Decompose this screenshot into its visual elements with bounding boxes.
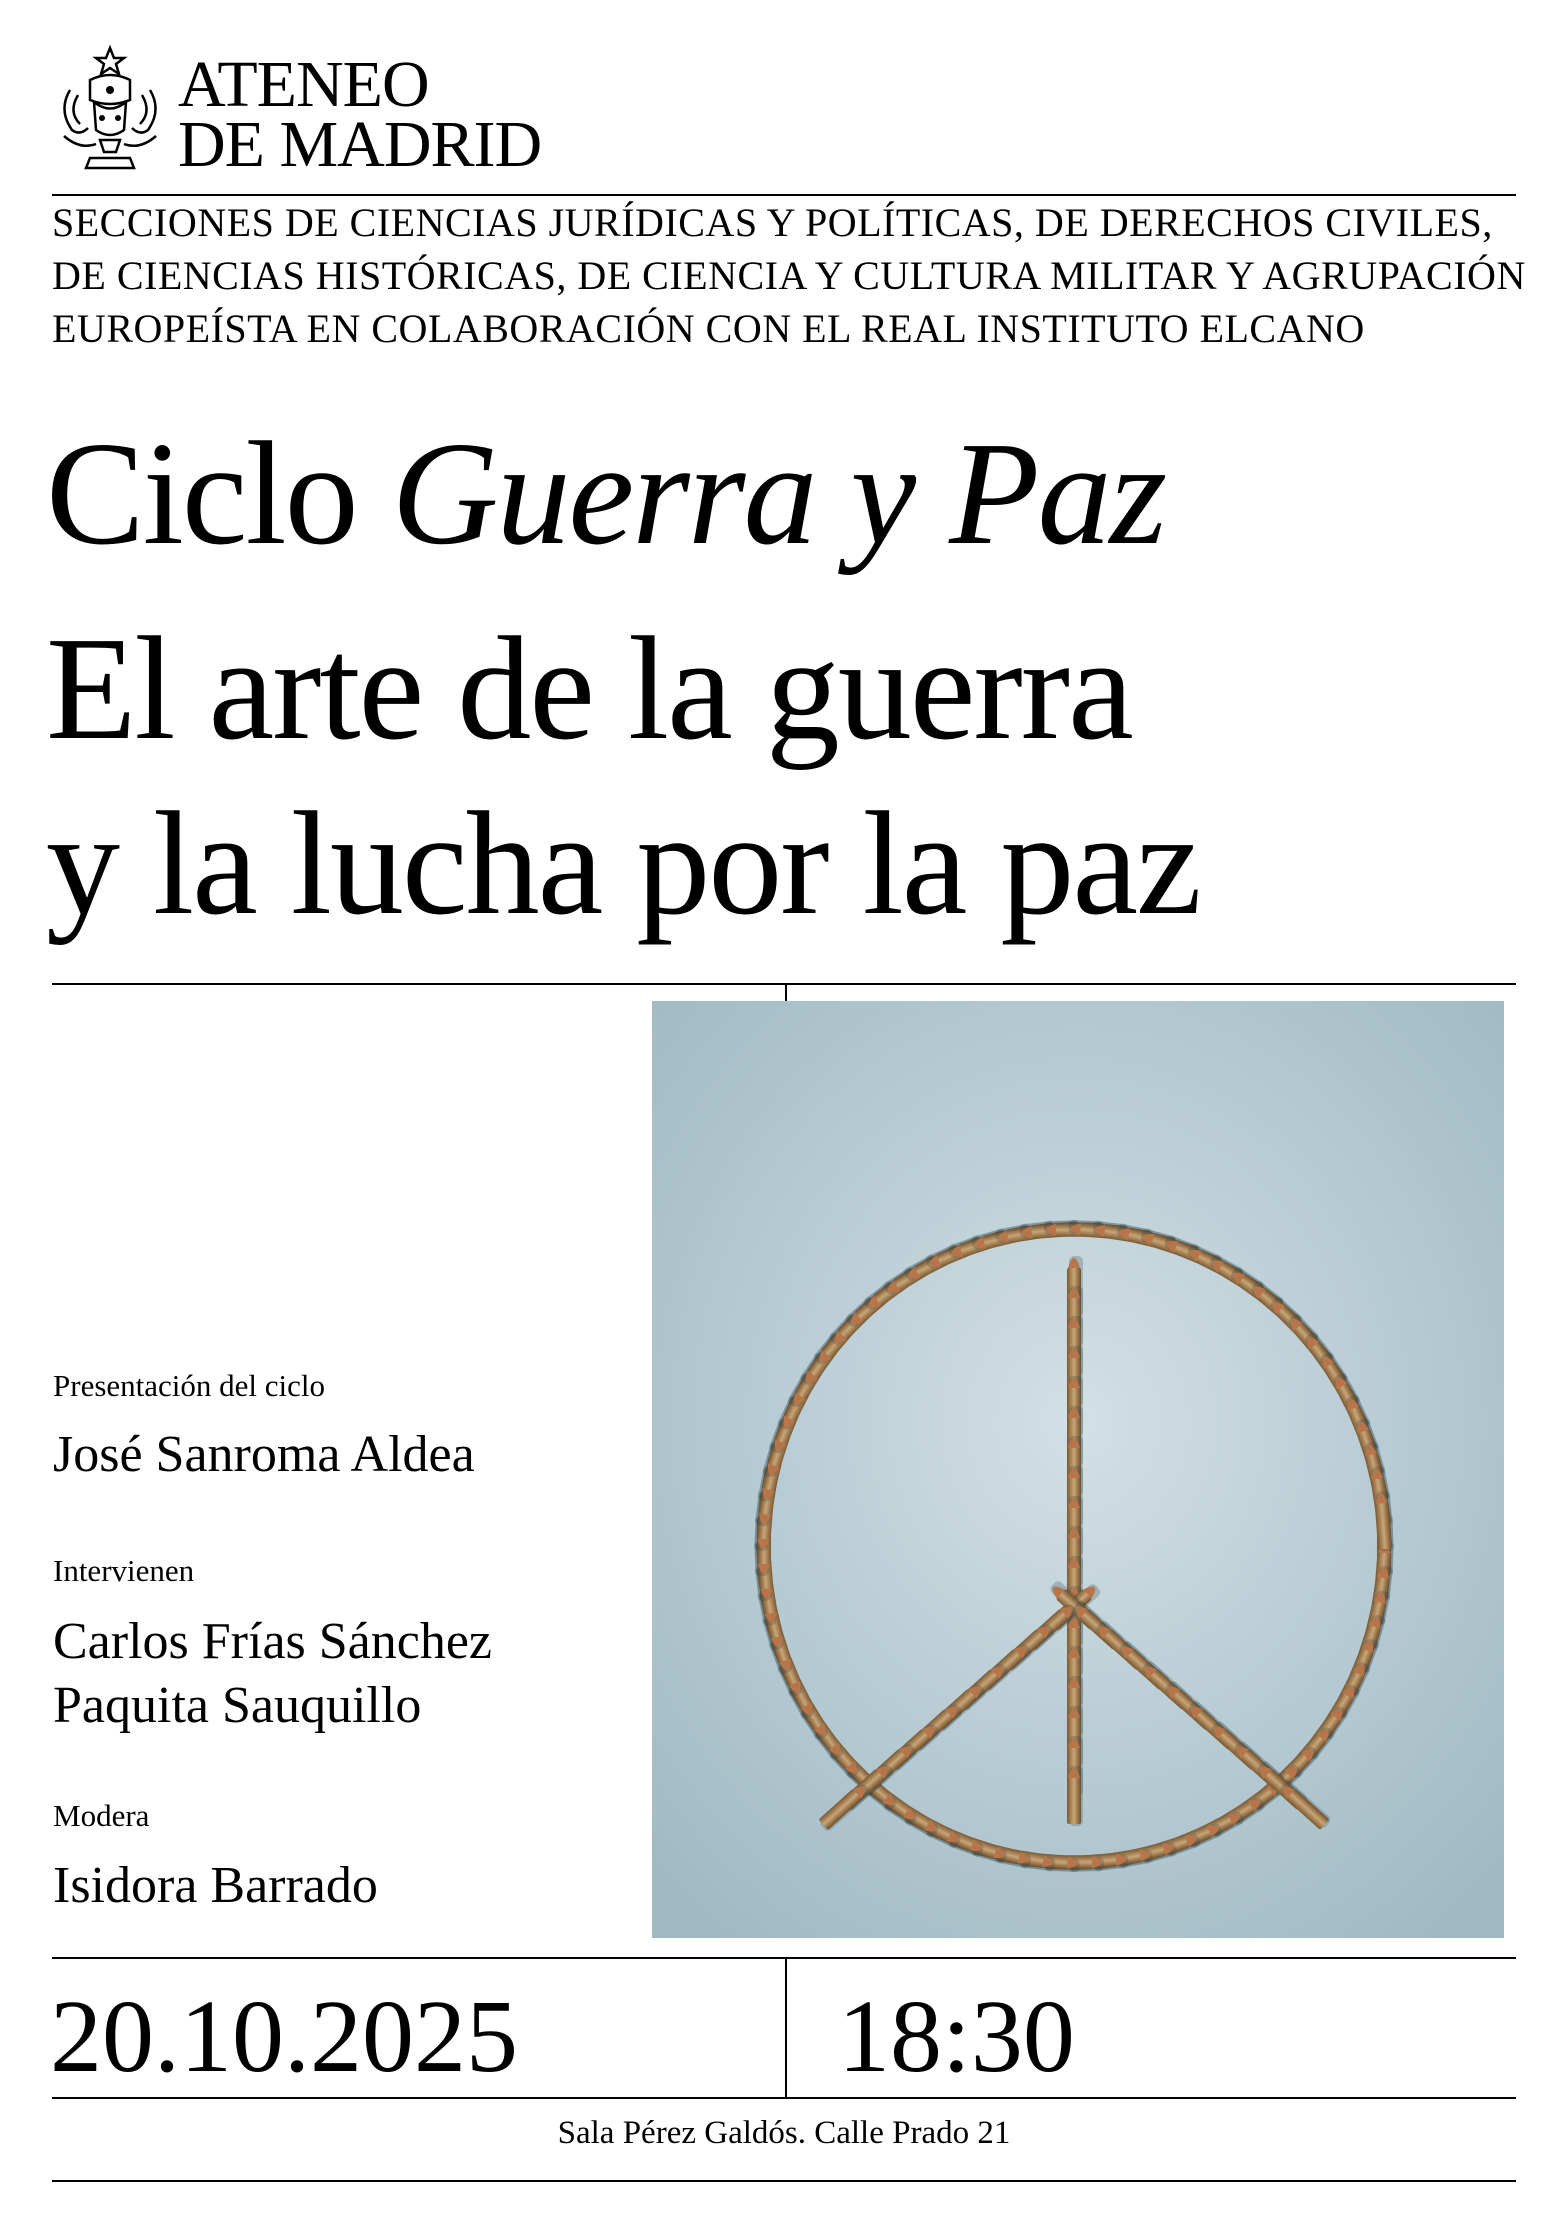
cycle-title bbox=[46, 412, 1166, 576]
peace-symbol-image bbox=[652, 1001, 1504, 1938]
moderator-label: Modera bbox=[53, 1798, 150, 1833]
speakers-label: Intervienen bbox=[53, 1553, 195, 1588]
brand-name-line1: ATENEO bbox=[178, 48, 429, 121]
event-title-line2: y la lucha por la paz bbox=[46, 782, 1200, 946]
bullet bbox=[1067, 1766, 1083, 1826]
venue-address: Sala Pérez Galdós. Calle Prado 21 bbox=[557, 2115, 1011, 2151]
title-divider bbox=[52, 983, 1516, 985]
ateneo-crest-icon bbox=[50, 40, 170, 175]
event-date: 20.10.2025 bbox=[50, 1979, 518, 2094]
date-top-divider bbox=[52, 1957, 1516, 1959]
presenter-name: José Sanroma Aldea bbox=[53, 1426, 475, 1483]
moderator-name: Isidora Barrado bbox=[53, 1857, 378, 1914]
date-time-separator bbox=[785, 1957, 787, 2099]
speaker-name-2: Paquita Sauquillo bbox=[53, 1677, 422, 1734]
title-divider-tick bbox=[785, 983, 787, 1001]
speaker-name-1: Carlos Frías Sánchez bbox=[53, 1613, 493, 1670]
brand-name-line2: DE MADRID bbox=[178, 108, 542, 181]
event-title-line1: El arte de la guerra bbox=[46, 607, 1132, 771]
cycle-title-plain: Ciclo bbox=[46, 412, 392, 576]
event-time: 18:30 bbox=[838, 1979, 1075, 2094]
organizing-sections: SECCIONES DE CIENCIAS JURÍDICAS Y POLÍTICAS, DE DERECHOS CIVILES, DE CIENCIAS HISTÓRICAS, DE CIENCIA Y CULTURA MILITAR Y AGRUPACIÓN EUROPEÍSTA EN COLABORACIÓN CON EL REAL INSTITUTO ELCANO bbox=[52, 200, 1526, 351]
date-bottom-divider bbox=[52, 2097, 1516, 2099]
presentation-label: Presentación del ciclo bbox=[53, 1368, 326, 1403]
footer-divider bbox=[52, 2180, 1516, 2182]
cycle-title-italic: Guerra y Paz bbox=[391, 412, 1166, 576]
